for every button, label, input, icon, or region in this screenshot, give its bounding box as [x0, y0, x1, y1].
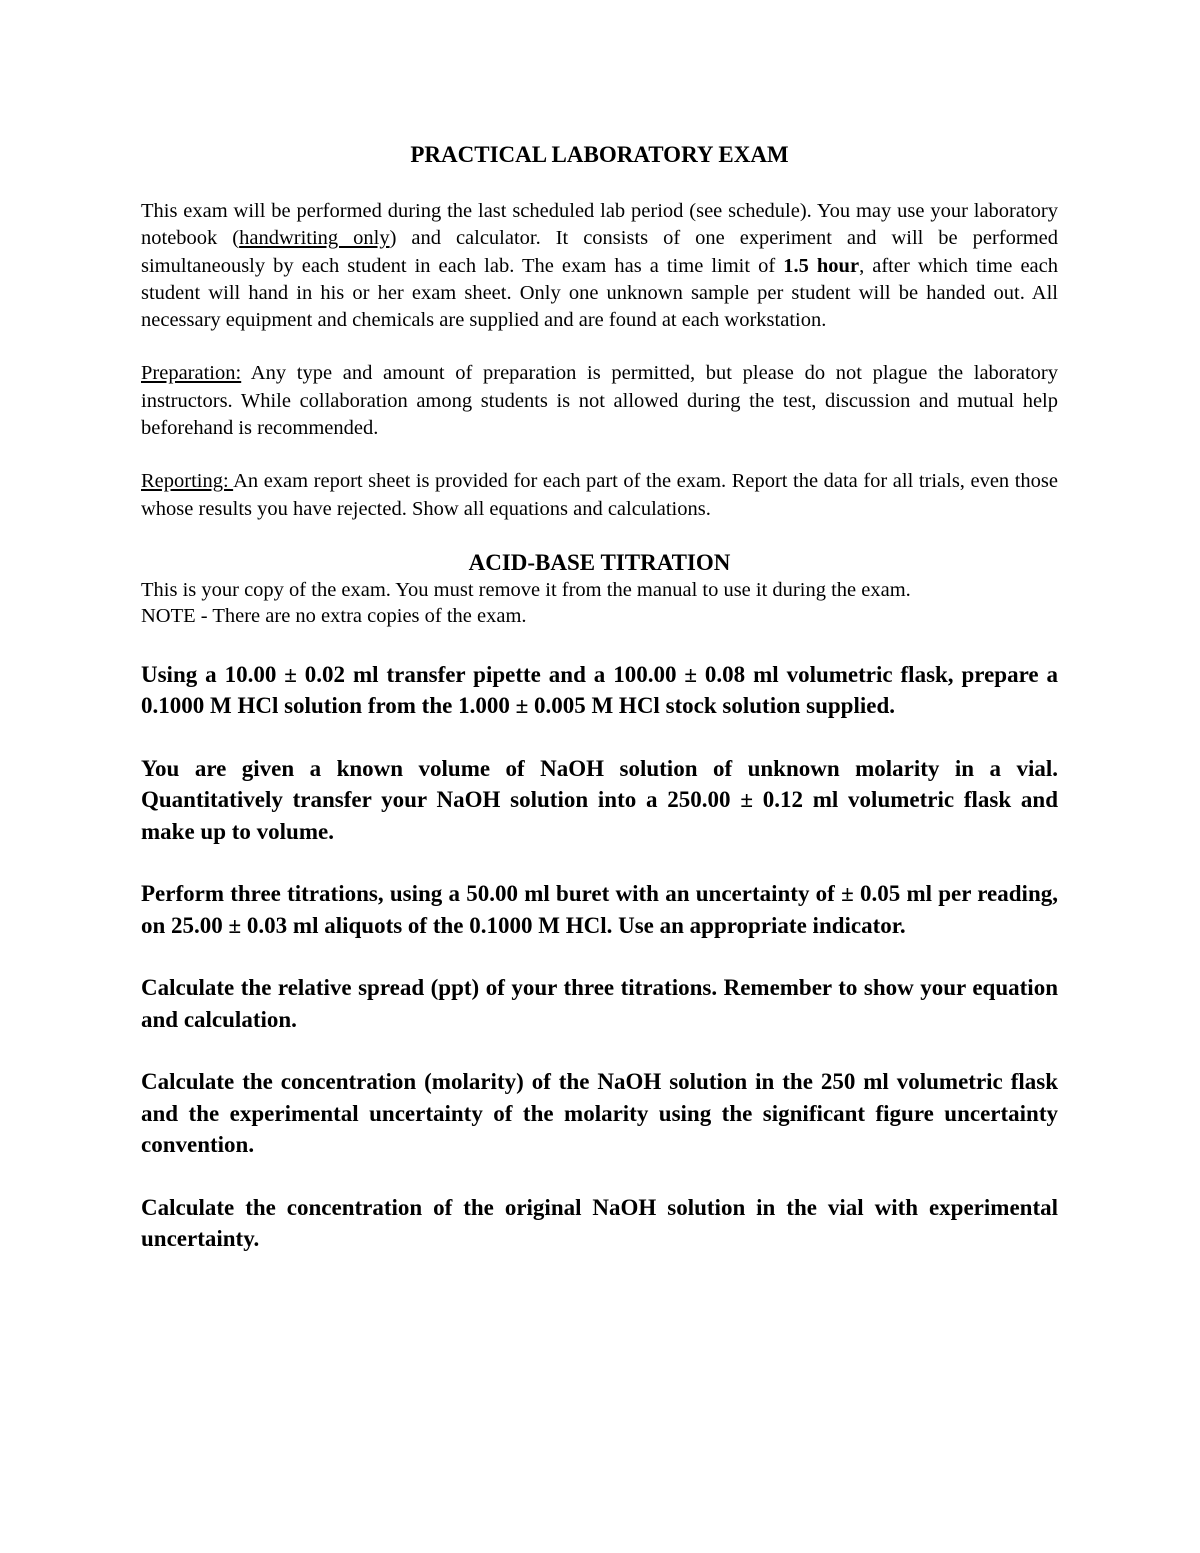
intro-text-3: , after which time each student will hand in his or her exam sheet. Only one unknown sample per student will be handed out. All necessary equipment and chemicals are supplied and are found at each workstation. [141, 254, 1058, 332]
intro-underlined-text: handwriting only [239, 227, 390, 250]
preparation-paragraph [141, 360, 1058, 442]
reporting-text: An exam report sheet is provided for each part of the exam. Report the data for all trials, even those whose results you have rejected. Show all equations and calculations. [141, 470, 1058, 520]
task-item: Using a 10.00 ± 0.02 ml transfer pipette and a 100.00 ± 0.08 ml volumetric flask, prepare a 0.1000 M HCl solution from the 1.000 ± 0.005 M HCl stock solution supplied. [141, 661, 1058, 719]
task-item: Calculate the concentration of the original NaOH solution in the vial with experimental uncertainty. [141, 1194, 1058, 1252]
section-intro-line-2: NOTE - There are no extra copies of the exam. [141, 604, 527, 627]
page-title: PRACTICAL LABORATORY EXAM [410, 142, 789, 167]
preparation-text: Any type and amount of preparation is permitted, but please do not plague the laboratory instructors. While collaboration among students is not allowed during the test, discussion and mutual help beforehand is recommended. [141, 362, 1058, 440]
intro-text-2: ) and calculator. It consists of one experiment and will be performed simultaneously by each student in each lab. The exam has a time limit of [141, 227, 1058, 277]
task-item: You are given a known volume of NaOH solution of unknown molarity in a vial. Quantitatively transfer your NaOH solution into a 250.00 ± 0.12 ml volumetric flask and make up to volume. [141, 755, 1058, 844]
section-title: ACID-BASE TITRATION [468, 549, 731, 575]
task-item: Perform three titrations, using a 50.00 ml buret with an uncertainty of ± 0.05 ml per reading, on 25.00 ± 0.03 ml aliquots of the 0.1000 M HCl. Use an appropriate indicator. [141, 881, 1058, 938]
task-item: Calculate the concentration (molarity) of the NaOH solution in the 250 ml volumetric flask and the experimental uncertainty of the molarity using the significant figure uncertainty convention. [141, 1069, 1058, 1158]
intro-text-1: This exam will be performed during the last scheduled lab period (see schedule). You may use your laboratory notebook ( [141, 200, 1058, 250]
reporting-label: Reporting: [141, 470, 234, 493]
preparation-label: Preparation: [141, 362, 242, 385]
section-intro-line-1: This is your copy of the exam. You must remove it from the manual to use it during the exam. [141, 578, 911, 601]
task-item: Calculate the relative spread (ppt) of your three titrations. Remember to show your equation and calculation. [141, 975, 1058, 1032]
time-limit: 1.5 hour [783, 254, 860, 277]
intro-paragraph [141, 198, 1058, 334]
reporting-paragraph [141, 468, 1058, 523]
document-page [141, 140, 1058, 1286]
section-intro [141, 577, 1058, 629]
